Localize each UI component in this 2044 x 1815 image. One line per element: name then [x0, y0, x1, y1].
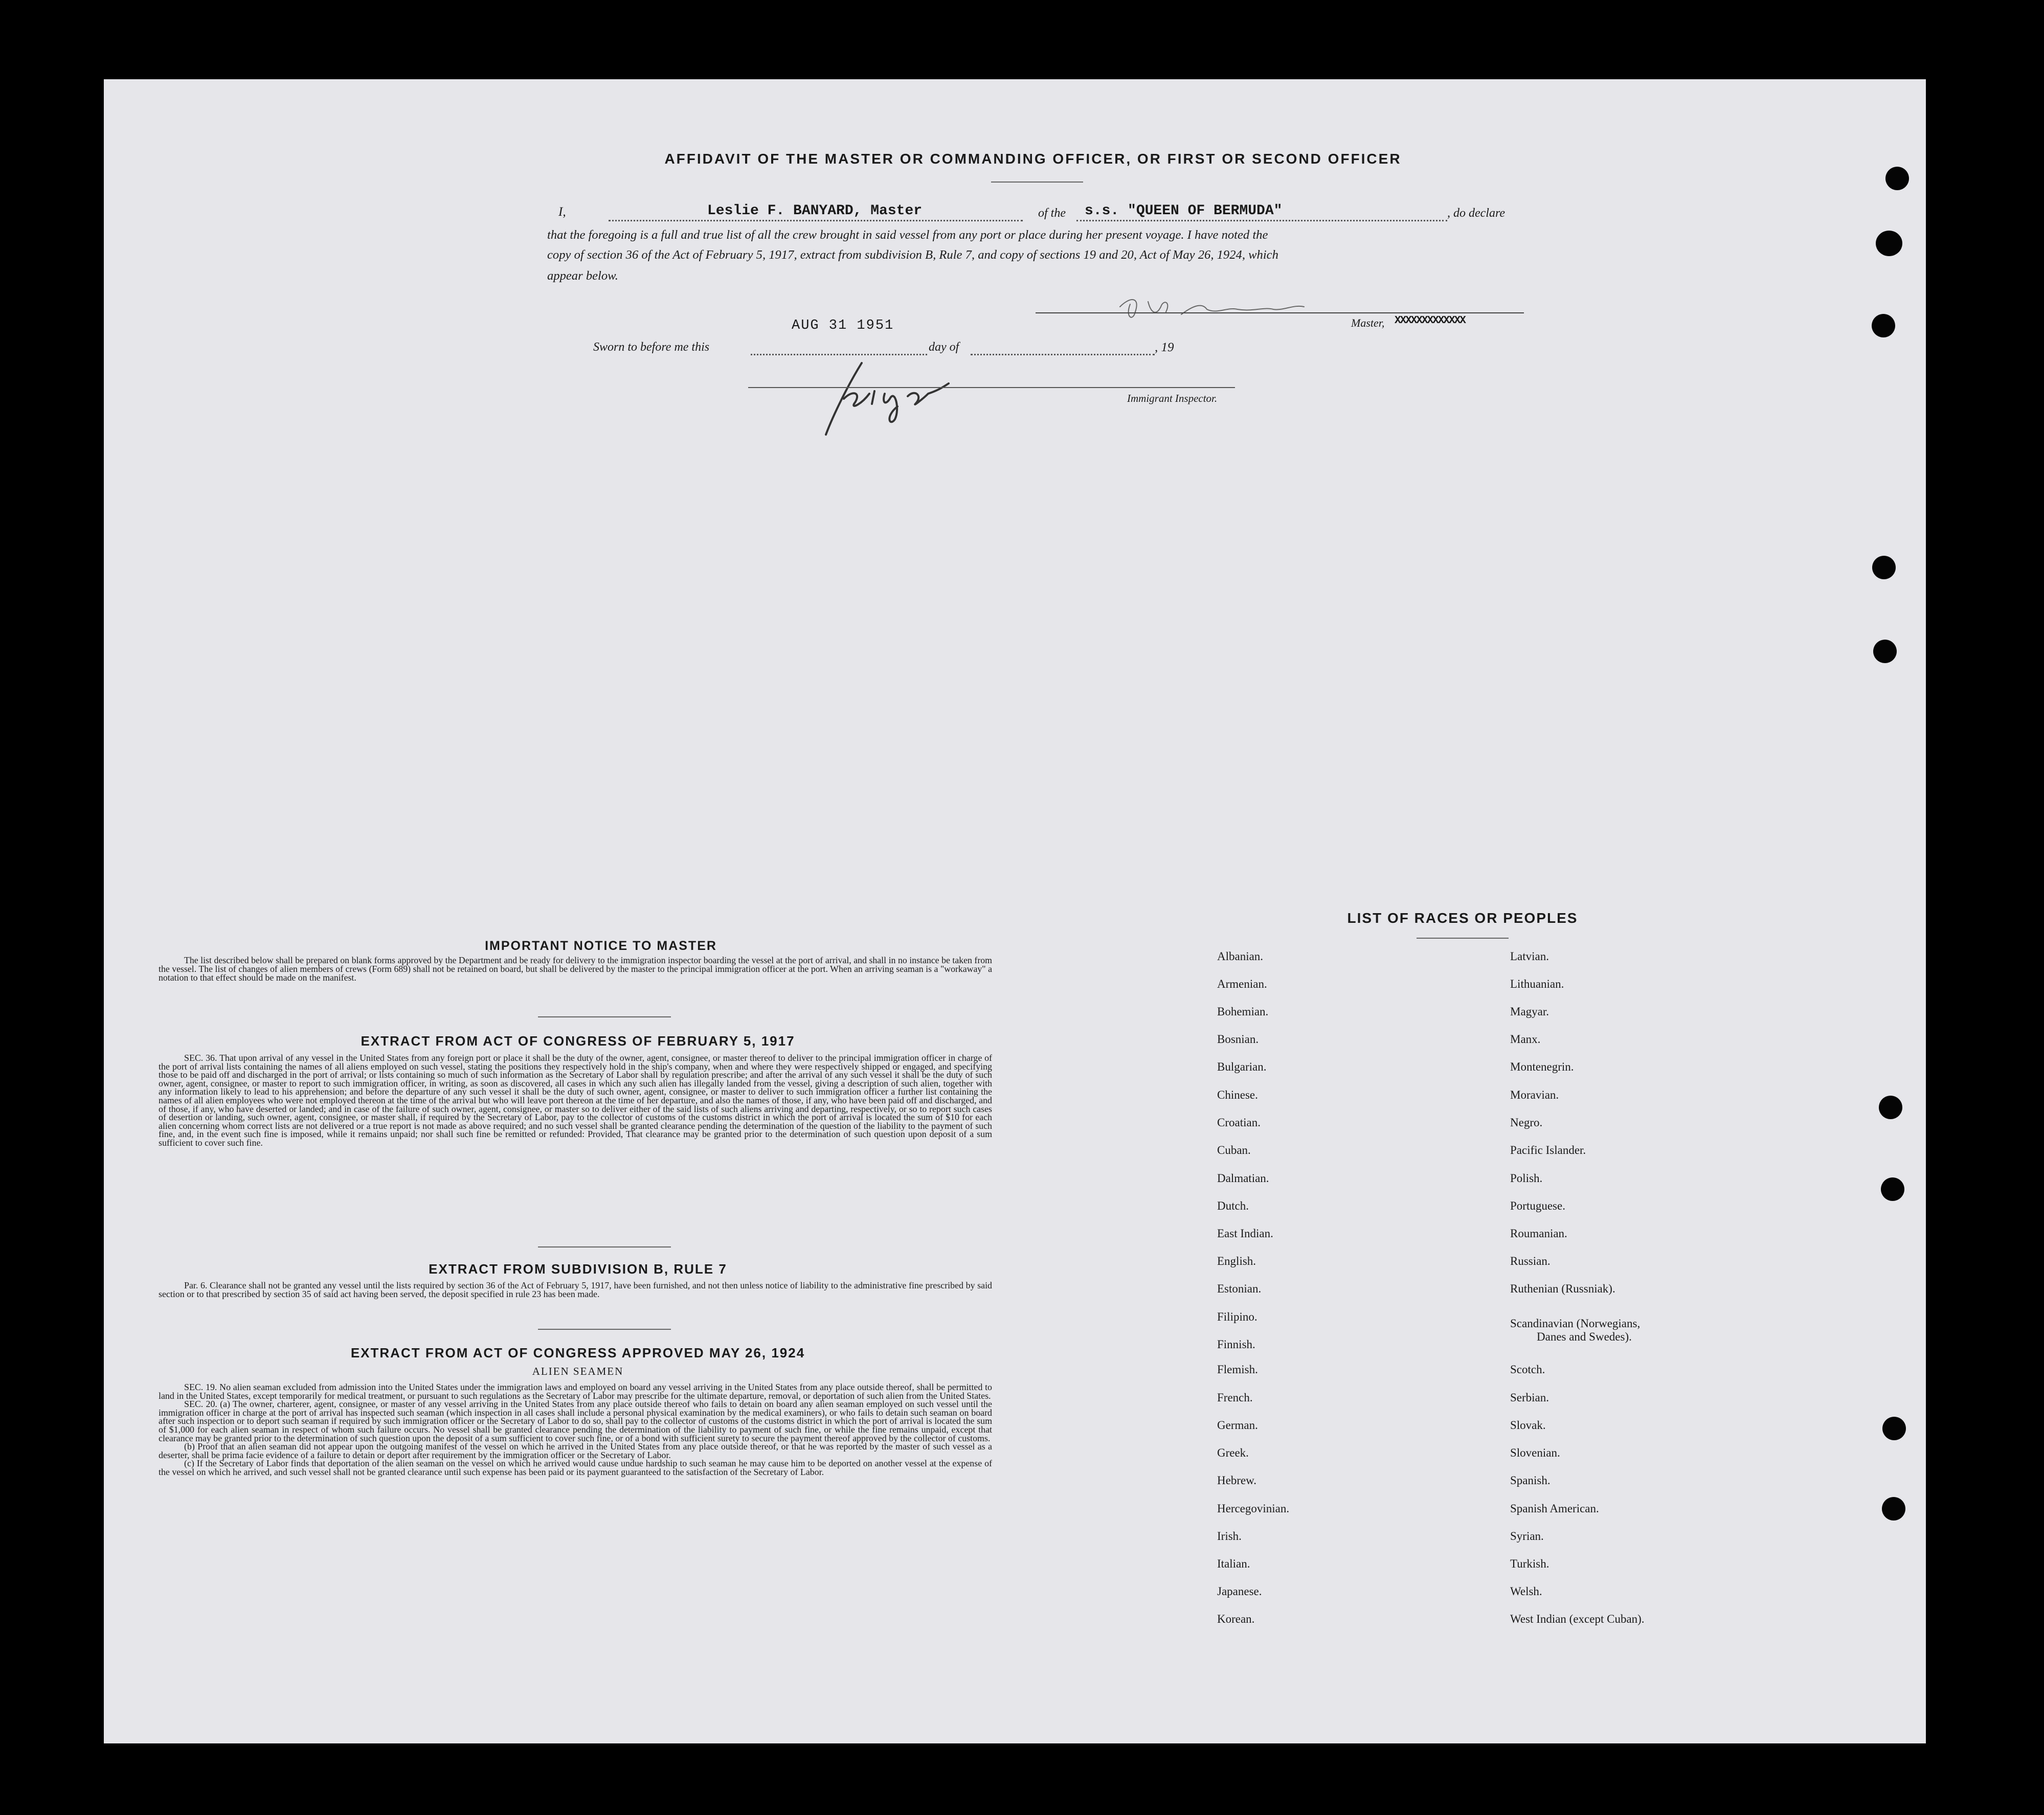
- race-item: Bosnian.: [1217, 1033, 1259, 1046]
- race-item: Polish.: [1510, 1172, 1543, 1185]
- race-item: Pacific Islander.: [1510, 1144, 1586, 1156]
- affidavit-body-1: that the foregoing is a full and true list of all the crew brought in said vessel from any port or place during her present voyage. I have noted the: [547, 228, 1268, 242]
- race-item: Latvian.: [1510, 950, 1549, 963]
- notice-paragraph: The list described below shall be prepared on blank forms approved by the Department and be ready for delivery to the immigration inspector boarding the vessel at the port of arrival, and shall in no instance be taken from the vessel. The list of changes of alien members of crews (Form 689) shall not be retained on board, but shall be delivered by the master to the principal immigration officer at the port. When an arriving seaman is a "workaway" a notation to that effect should be made on the manifest.: [159, 955, 992, 983]
- race-item: Negro.: [1510, 1116, 1543, 1129]
- extract-rule7-text: [159, 1281, 992, 1298]
- race-item: Chinese.: [1217, 1088, 1258, 1101]
- race-item: Russian.: [1510, 1255, 1551, 1267]
- divider: [991, 182, 1083, 183]
- vessel-name: s.s. "QUEEN OF BERMUDA": [1085, 203, 1283, 219]
- race-item: Finnish.: [1217, 1338, 1255, 1351]
- race-item: Dutch.: [1217, 1199, 1249, 1212]
- inspector-signature-line: [748, 387, 1235, 388]
- inspector-signature: [813, 353, 997, 440]
- sec-20b-paragraph: (b) Proof that an alien seaman did not appear upon the outgoing manifest of the vessel on which he arrived in the United States from any place outside thereof, or that he was reported by the master of such vessel as a deserter, shall be prima facie evidence of a failure to detain or deport after requirement by the immigration officer or the Secretary of Labor.: [159, 1441, 992, 1460]
- punch-hole: [1882, 1497, 1905, 1521]
- extract-rule7-title: EXTRACT FROM SUBDIVISION B, RULE 7: [429, 1261, 727, 1277]
- alien-seamen-subtitle: ALIEN SEAMEN: [532, 1365, 624, 1377]
- race-item: Italian.: [1217, 1557, 1250, 1570]
- race-item: Estonian.: [1217, 1282, 1262, 1295]
- i-prefix: I,: [558, 205, 566, 219]
- punch-hole: [1876, 231, 1902, 256]
- race-item: West Indian (except Cuban).: [1510, 1613, 1645, 1625]
- race-item: Spanish.: [1510, 1474, 1551, 1487]
- master-label-struck: XXXXXXXXXXXXX: [1395, 315, 1465, 327]
- of-the-text: of the: [1038, 207, 1066, 220]
- affidavit-body-3: appear below.: [547, 269, 618, 283]
- do-declare-text: , do declare: [1447, 207, 1506, 220]
- race-item: Montenegrin.: [1510, 1060, 1574, 1073]
- race-item: Slovak.: [1510, 1419, 1546, 1432]
- notice-title: IMPORTANT NOTICE TO MASTER: [485, 939, 717, 953]
- race-item: Syrian.: [1510, 1530, 1544, 1542]
- race-item: Bohemian.: [1217, 1005, 1269, 1018]
- race-item: Turkish.: [1510, 1557, 1549, 1570]
- race-item: Manx.: [1510, 1033, 1541, 1046]
- race-item: Welsh.: [1510, 1585, 1542, 1598]
- races-title: LIST OF RACES OR PEOPLES: [1347, 910, 1578, 926]
- affidavit-title: AFFIDAVIT OF THE MASTER OR COMMANDING OFFICER, OR FIRST OR SECOND OFFICER: [664, 151, 1402, 167]
- race-item: Greek.: [1217, 1446, 1249, 1459]
- year-prefix: , 19: [1155, 341, 1174, 354]
- sec-20a-paragraph: SEC. 20. (a) The owner, charterer, agent, consignee, or master of any vessel arriving in the United States from any place outside thereof who fails to detain on board any alien seaman employed on such vessel until the immigration officer in charge at the port of arrival has inspected such seaman (which inspection in all cases shall include a personal physical examination by the medical examiners), or who fails to detain such seaman on board after such inspection or to deport such seaman if required by such immigration officer or the Secretary of Labor to do so, shall pay to the collector of customs of the customs district in which the port of arrival is located the sum of $1,000 for each alien seaman in respect of whom such failure occurs. No vessel shall be granted clearance pending the determination of the liability to payment of such fine, or while the fine remains unpaid, except that clearance may be granted prior to the determination of such question upon the deposit of a sum sufficient to cover such fine, or of a bond with sufficient surety to secure the payment thereof approved by the collector of customs.: [159, 1399, 992, 1443]
- divider: [538, 1246, 671, 1247]
- race-item: Cuban.: [1217, 1144, 1251, 1156]
- race-item: Magyar.: [1510, 1005, 1549, 1018]
- race-item: Serbian.: [1510, 1391, 1549, 1404]
- extract-1917-text: [159, 1054, 992, 1147]
- race-item: Hebrew.: [1217, 1474, 1257, 1487]
- race-item: English.: [1217, 1255, 1256, 1267]
- master-label: Master,: [1351, 316, 1385, 329]
- race-item: Roumanian.: [1510, 1227, 1567, 1240]
- punch-hole: [1872, 556, 1896, 579]
- race-item: Spanish American.: [1510, 1502, 1599, 1515]
- form-page: [104, 79, 1926, 1743]
- punch-hole: [1881, 1177, 1904, 1201]
- race-item: Dalmatian.: [1217, 1172, 1269, 1185]
- race-item: Korean.: [1217, 1613, 1255, 1625]
- race-item: Albanian.: [1217, 950, 1264, 963]
- sec-36-paragraph: SEC. 36. That upon arrival of any vessel in the United States from any foreign port or place it shall be the duty of the owner, agent, consignee, or master thereof to deliver to the principal immigration officer in charge of the port of arrival lists containing the names of all aliens employed on such vessel, stating the positions they respectively hold in the ship's company, when and where they were respectively shipped or engaged, and specifying those to be paid off and discharged in the port of arrival; or lists containing so much of such information as the Secretary of Labor shall by regulation prescribe; and after the arrival of any such vessel it shall be the duty of such owner, agent, consignee, or master to report to such immigration officer, in writing, as soon as discovered, all cases in which any such alien has illegally landed from the vessel, giving a description of such alien, together with any information likely to lead to his apprehension; and before the departure of any such vessel it shall be the duty of such owner, agent, consignee, or master to deliver to such immigration officer a further list containing the names of all alien employees who were not employed thereon at the time of the arrival but who will leave port thereon at the time of her departure, and also the names of those, if any, who have been paid off and discharged, and of those, if any, who have deserted or landed; and in case of the failure of such owner, agent, consignee, or master so to deliver either of the said lists of such aliens arriving and departing, respectively, or so to report such cases of desertion or landing, such owner, agent, consignee, or master shall, if required by the Secretary of Labor, pay to the collector of customs of the customs district in which the port of arrival is located the sum of $10 for each alien concerning whom correct lists are not delivered or a true report is not made as above required; and no such vessel shall be granted clearance pending the determination of the question of the liability to the payment of such fine, and, in the event such fine is imposed, while it remains unpaid; nor shall such fine be remitted or refunded: Provided, That clearance may be granted prior to the determination of such question upon deposit of a sum sufficient to cover such fine.: [159, 1053, 992, 1148]
- vessel-name-line: [1076, 220, 1447, 221]
- race-item: German.: [1217, 1419, 1258, 1432]
- race-item: Lithuanian.: [1510, 978, 1564, 990]
- inspector-label: Immigrant Inspector.: [1127, 392, 1218, 404]
- race-item: Ruthenian (Russniak).: [1510, 1282, 1615, 1295]
- punch-hole: [1873, 640, 1897, 663]
- race-item: East Indian.: [1217, 1227, 1273, 1240]
- race-item: Japanese.: [1217, 1585, 1262, 1598]
- race-item: Filipino.: [1217, 1310, 1257, 1323]
- race-item: Hercegovinian.: [1217, 1502, 1290, 1515]
- race-item: Bulgarian.: [1217, 1060, 1267, 1073]
- notice-text: [159, 956, 992, 982]
- race-item: Irish.: [1217, 1530, 1242, 1542]
- race-item: Portuguese.: [1510, 1199, 1565, 1212]
- master-signature: [1099, 286, 1355, 332]
- punch-hole: [1872, 314, 1895, 337]
- race-item: Moravian.: [1510, 1088, 1559, 1101]
- divider: [538, 1016, 671, 1017]
- master-name: Leslie F. BANYARD, Master: [707, 203, 923, 219]
- master-signature-line: [1036, 312, 1524, 313]
- punch-hole: [1882, 1417, 1906, 1440]
- par-6-paragraph: Par. 6. Clearance shall not be granted any vessel until the lists required by section 36 of the Act of February 5, 1917, have been furnished, and not then unless notice of liability to the administrative fine prescribed by said section or to that prescribed by section 35 of said act having been served, the deposit specified in rule 23 has been made.: [159, 1280, 992, 1299]
- race-item: Flemish.: [1217, 1363, 1258, 1376]
- master-name-line: [609, 220, 1023, 221]
- punch-hole: [1885, 167, 1909, 190]
- race-item: Armenian.: [1217, 978, 1267, 990]
- extract-1924-text: [159, 1383, 992, 1477]
- divider: [538, 1329, 671, 1330]
- sworn-text: Sworn to before me this: [593, 341, 710, 354]
- race-item: Danes and Swedes).: [1537, 1330, 1632, 1343]
- race-item: Scotch.: [1510, 1363, 1545, 1376]
- extract-1917-title: EXTRACT FROM ACT OF CONGRESS OF FEBRUARY 5, 1917: [361, 1033, 795, 1049]
- sec-20c-paragraph: (c) If the Secretary of Labor finds that deportation of the alien seaman on the vessel on which he arrived would cause undue hardship to such seaman he may cause him to be deported on another vessel at the expense of the vessel on which he arrived, and such vessel shall not be granted clearance until such expense has been paid or its payment guaranteed to the satisfaction of the Secretary of Labor.: [159, 1458, 992, 1477]
- affidavit-body-2: copy of section 36 of the Act of February 5, 1917, extract from subdivision B, Rule 7, and copy of sections 19 and 20, Act of May 26, 1924, which: [547, 248, 1278, 262]
- sec-19-paragraph: SEC. 19. No alien seaman excluded from admission into the United States under the immigration laws and employed on board any vessel arriving in the United States from any place outside thereof, shall be permitted to land in the United States, except temporarily for medical treatment, or pursuant to such regulations as the Secretary of Labor may prescribe for the ultimate departure, removal, or deportation of such alien from the United States.: [159, 1382, 992, 1401]
- race-item: Slovenian.: [1510, 1446, 1560, 1459]
- extract-1924-title: EXTRACT FROM ACT OF CONGRESS APPROVED MAY 26, 1924: [350, 1345, 805, 1360]
- race-item: French.: [1217, 1391, 1253, 1404]
- date-stamp: AUG 31 1951: [792, 318, 894, 333]
- divider: [1417, 938, 1509, 939]
- punch-hole: [1879, 1096, 1902, 1119]
- race-item: Scandinavian (Norwegians,: [1510, 1317, 1641, 1330]
- sworn-month-line: [971, 354, 1155, 355]
- day-of-text: day of: [929, 341, 959, 354]
- race-item: Croatian.: [1217, 1116, 1261, 1129]
